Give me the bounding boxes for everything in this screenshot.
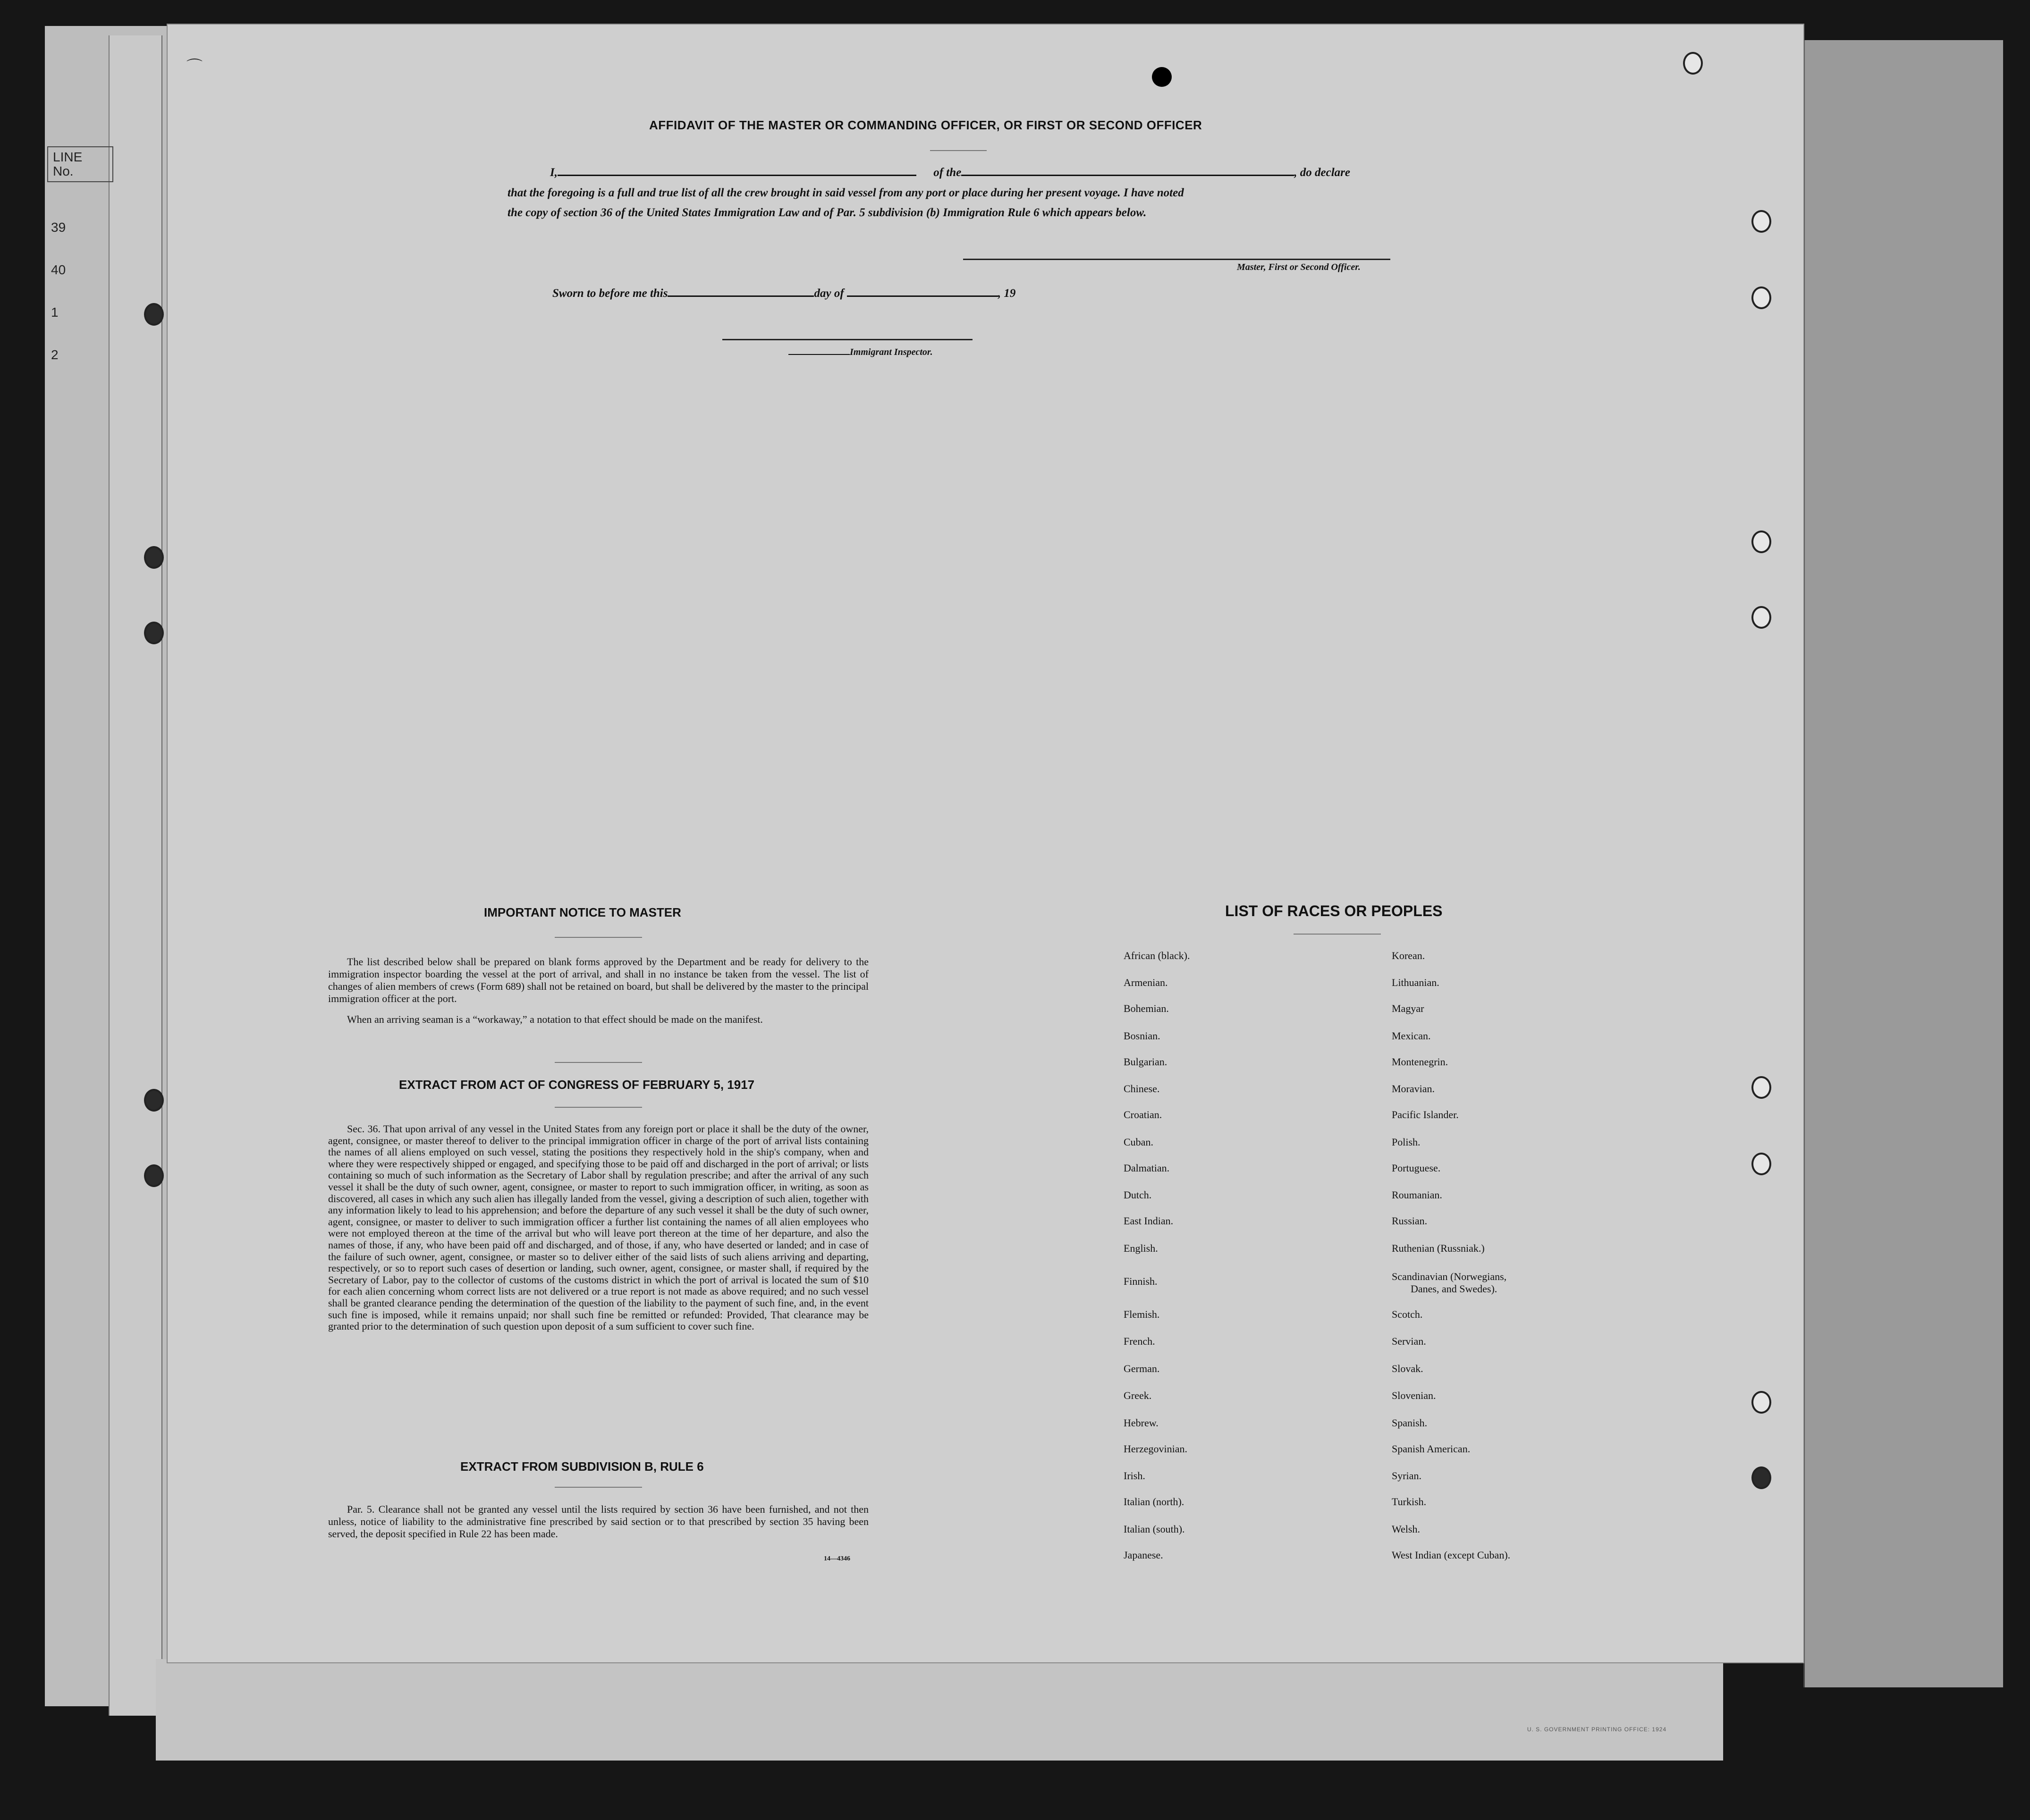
line-number-column	[47, 146, 113, 392]
sworn-day-label: day of	[814, 287, 844, 300]
race-item: German.	[1124, 1363, 1160, 1374]
declaration-text-line: that the foregoing is a full and true list of all the crew brought in said vessel from any port or place during her present voyage. I have noted	[507, 186, 1184, 199]
binder-hole	[1751, 1153, 1771, 1175]
race-item: Welsh.	[1392, 1523, 1420, 1535]
race-item: Mexican.	[1392, 1030, 1431, 1042]
race-item: Italian (north).	[1124, 1496, 1184, 1508]
binder-hole	[144, 546, 164, 569]
line-number: 1	[51, 305, 59, 320]
race-item: African (black).	[1124, 950, 1190, 961]
rule-paragraph: Par. 5. Clearance shall not be granted any vessel until the lists required by section 36 have been furnished, and not then unless, notice of liability to the administrative fine prescribed by said section or to that prescribed by section 35 having been served, the deposit specified in Rule 22 has been made.	[328, 1503, 869, 1540]
inspector-blank	[788, 354, 850, 355]
underlying-page-right	[1803, 40, 2003, 1687]
race-item: Ruthenian (Russniak.)	[1392, 1242, 1485, 1254]
declaration-end: , do declare	[1294, 166, 1350, 179]
race-item: Chinese.	[1124, 1083, 1160, 1095]
signature-line	[963, 259, 1390, 260]
act-body	[328, 1123, 869, 1341]
binder-hole	[1751, 531, 1771, 553]
binder-hole	[144, 303, 164, 326]
form-code: 14—4346	[824, 1555, 850, 1562]
notice-paragraph: The list described below shall be prepared on blank forms approved by the Department and be ready for delivery to the immigration inspector boarding the vessel at the port of arrival, and shall in no instance be taken from the vessel. The list of changes of alien members of crews (Form 689) shall not be retained on board, but shall be delivered by the master to the principal immigration officer at the port.	[328, 956, 869, 1004]
binder-hole	[144, 1089, 164, 1112]
race-item: Spanish.	[1392, 1417, 1428, 1429]
race-item: Scotch.	[1392, 1308, 1423, 1320]
line-number-header	[47, 146, 113, 182]
race-item: Italian (south).	[1124, 1523, 1185, 1535]
binder-hole	[1751, 606, 1771, 629]
race-item: Croatian.	[1124, 1109, 1162, 1121]
race-item: Pacific Islander.	[1392, 1109, 1459, 1121]
declaration-line	[550, 166, 1350, 179]
binder-hole	[144, 622, 164, 644]
race-item: Magyar	[1392, 1003, 1424, 1014]
affidavit-title: AFFIDAVIT OF THE MASTER OR COMMANDING OFFICER, OR FIRST OR SECOND OFFICER	[649, 118, 1202, 132]
race-item-continuation: Danes, and Swedes).	[1411, 1283, 1497, 1295]
title-divider	[930, 150, 987, 151]
notice-title: IMPORTANT NOTICE TO MASTER	[484, 905, 681, 919]
race-item: Bohemian.	[1124, 1003, 1169, 1014]
line-header-text: LINE	[53, 150, 83, 164]
race-item: Russian.	[1392, 1215, 1428, 1227]
binder-hole	[1683, 52, 1703, 75]
race-item: Lithuanian.	[1392, 977, 1439, 988]
races-title: LIST OF RACES OR PEOPLES	[1225, 902, 1443, 919]
sworn-day-blank[interactable]	[668, 295, 814, 297]
race-item: Servian.	[1392, 1335, 1426, 1347]
race-item: Hebrew.	[1124, 1417, 1159, 1429]
name-blank[interactable]	[558, 175, 916, 176]
race-item: Dalmatian.	[1124, 1162, 1170, 1174]
races-divider	[1294, 934, 1381, 935]
race-item: Flemish.	[1124, 1308, 1160, 1320]
act-title: EXTRACT FROM ACT OF CONGRESS OF FEBRUARY 5, 1917	[399, 1078, 755, 1092]
sworn-line	[552, 287, 1015, 300]
race-item: Roumanian.	[1392, 1189, 1442, 1201]
line-number: 40	[51, 262, 66, 277]
sworn-year-label: , 19	[998, 287, 1016, 300]
race-item: Scandinavian (Norwegians,	[1392, 1271, 1507, 1282]
inspector-label	[788, 347, 933, 358]
binder-hole	[1751, 1391, 1771, 1414]
document-sheet	[168, 25, 1803, 1662]
race-item: Polish.	[1392, 1136, 1421, 1148]
binder-hole	[1751, 286, 1771, 309]
rule-title: EXTRACT FROM SUBDIVISION B, RULE 6	[460, 1459, 704, 1474]
binder-hole	[1751, 1076, 1771, 1099]
declaration-of-the: of the	[933, 166, 962, 179]
rule-divider	[555, 1487, 642, 1488]
notice-paragraph: When an arriving seaman is a “workaway,” a notation to that effect should be made on the manifest.	[347, 1013, 763, 1025]
notice-body	[328, 956, 869, 1034]
line-header-no: No.	[53, 164, 74, 178]
race-item: Irish.	[1124, 1470, 1145, 1482]
race-item: Bulgarian.	[1124, 1056, 1167, 1068]
race-item: Korean.	[1392, 950, 1425, 961]
declaration-text-line: the copy of section 36 of the United States Immigration Law and of Par. 5 subdivision (b) Immigration Rule 6 which appears below.	[507, 206, 1147, 219]
act-paragraph: Sec. 36. That upon arrival of any vessel in the United States from any foreign port or place it shall be the duty of the owner, agent, consignee, or master thereof to deliver to the principal immigration officer in charge of the port of arrival lists containing the names of all aliens employed on such vessel, stating the positions they respectively hold in the ship's company, when and where they were respectively shipped or engaged, and specifying those to be paid off and discharged in the port of arrival; or lists containing so much of such information as the Secretary of Labor shall by regulation prescribe; and after the arrival of any such vessel it shall be the duty of such owner, agent, consignee, or master to report to such immigration officer, in writing, as soon as discovered, all cases in which any such alien has illegally landed from the vessel, giving a description of such alien, together with any information likely to lead to his apprehension; and before the departure of any such vessel it shall be the duty of such owner, agent, consignee, or master to deliver to such immigration officer a further list containing the names of all alien employees who were not employed thereon at the time of the arrival but who will leave port thereon at the time of her departure, and also the names of those, if any, who have been paid off and discharged, and of those, if any, who have deserted or landed; and in case of the failure of such owner, agent, consignee, or master so to deliver either of the said lists of such aliens arriving and departing, respectively, or so to report such cases of desertion or landing, such owner, agent, consignee, or master shall, if required by the Secretary of Labor, pay to the collector of customs of the customs district in which the port of arrival is located the sum of $10 for each alien concerning whom correct lists are not delivered or a true report is not made as above required; and no such vessel shall be granted clearance pending the determination of the question of the liability to the payment of such fine, and, in the event such fine is imposed, while it remains unpaid; nor shall such fine be remitted or refunded: Provided, That clearance may be granted prior to the determination of such question upon deposit of a sum sufficient to cover such fine.	[328, 1123, 869, 1332]
race-item: English.	[1124, 1242, 1158, 1254]
act-divider-bottom	[555, 1107, 642, 1108]
printing-office-note: U. S. GOVERNMENT PRINTING OFFICE: 1924	[1527, 1726, 1666, 1733]
race-item: Moravian.	[1392, 1083, 1435, 1095]
race-item: Montenegrin.	[1392, 1056, 1448, 1068]
race-item: Armenian.	[1124, 977, 1168, 988]
race-item: West Indian (except Cuban).	[1392, 1549, 1511, 1561]
race-item: Greek.	[1124, 1390, 1152, 1401]
race-item: East Indian.	[1124, 1215, 1174, 1227]
act-divider-top	[555, 1062, 642, 1063]
binder-hole	[1751, 1466, 1771, 1489]
race-item: Syrian.	[1392, 1470, 1421, 1482]
race-item: Portuguese.	[1392, 1162, 1441, 1174]
corner-mark: ⌒	[186, 58, 203, 76]
race-item: Bosnian.	[1124, 1030, 1160, 1042]
inspector-signature-line	[722, 339, 973, 340]
signature-label: Master, First or Second Officer.	[1237, 262, 1361, 272]
race-item: Slovak.	[1392, 1363, 1423, 1374]
race-item: Spanish American.	[1392, 1443, 1471, 1455]
race-item: Slovenian.	[1392, 1390, 1436, 1401]
race-item: Dutch.	[1124, 1189, 1152, 1201]
inspector-text: Immigrant Inspector.	[850, 347, 933, 357]
rule-body	[328, 1503, 869, 1549]
sworn-month-blank[interactable]	[847, 295, 998, 297]
race-item: Turkish.	[1392, 1496, 1427, 1508]
race-item: Cuban.	[1124, 1136, 1153, 1148]
binder-hole	[144, 1164, 164, 1187]
race-item: Herzegovinian.	[1124, 1443, 1187, 1455]
notice-divider	[555, 937, 642, 938]
underlying-page-edge	[109, 35, 162, 1716]
race-item: Finnish.	[1124, 1275, 1158, 1287]
underlying-page-bottom	[156, 1659, 1723, 1761]
punch-hole	[1152, 67, 1172, 87]
binder-hole	[1751, 210, 1771, 233]
vessel-blank[interactable]	[961, 175, 1294, 176]
race-item: French.	[1124, 1335, 1155, 1347]
sworn-label: Sworn to before me this	[552, 287, 668, 300]
race-item: Japanese.	[1124, 1549, 1163, 1561]
declaration-i: I,	[550, 166, 558, 179]
line-number: 2	[51, 347, 59, 362]
line-number: 39	[51, 220, 66, 235]
